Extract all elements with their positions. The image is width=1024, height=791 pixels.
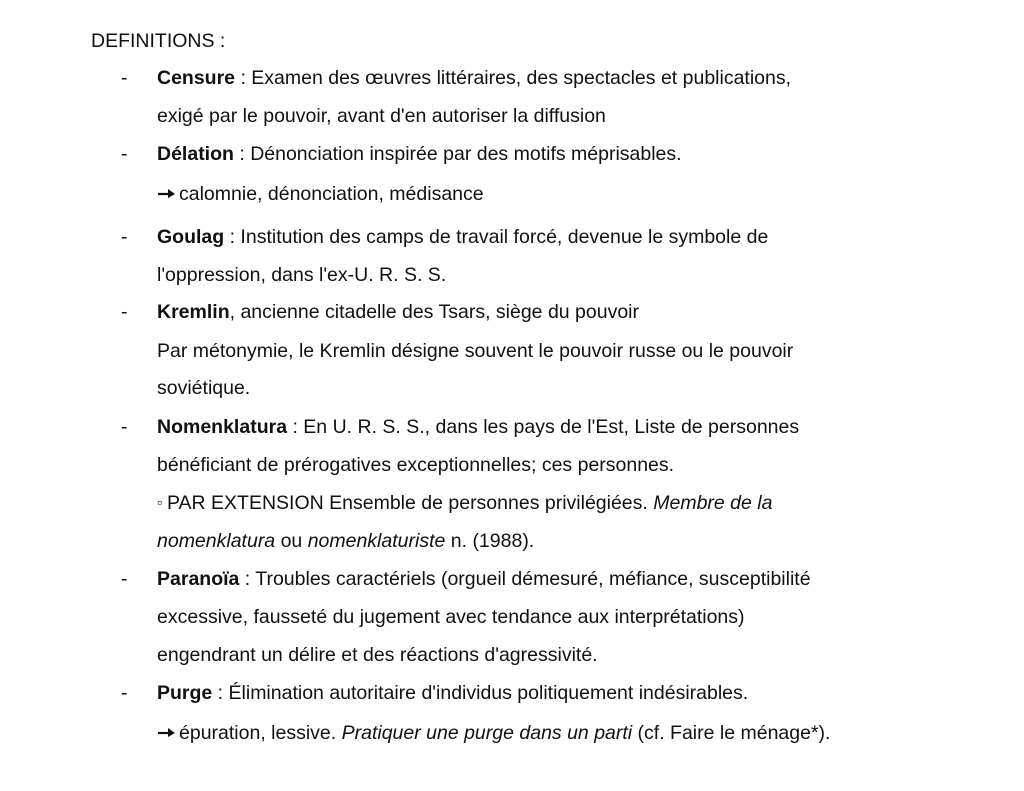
definition-censure <box>157 65 791 91</box>
extension-italic: Membre de la <box>653 492 773 514</box>
term-paranoia: Paranoïa <box>157 568 240 590</box>
definition-text: : En U. R. S. S., dans les pays de l'Est, Liste de personnes <box>287 416 800 438</box>
example-end: (cf. Faire le ménage*). <box>632 722 831 744</box>
definition-purge <box>157 680 748 706</box>
italic-term: nomenklaturiste <box>307 530 446 552</box>
definition-text: : Examen des œuvres littéraires, des spectacles et publications, <box>235 67 792 89</box>
term-purge: Purge <box>157 682 213 704</box>
definition-goulag <box>157 224 768 250</box>
bullet-dash: - <box>121 143 128 165</box>
definition-kremlin <box>157 299 639 325</box>
definition-continuation: excessive, fausseté du jugement avec tendance aux interprétations) <box>157 606 745 628</box>
bullet-dash: - <box>121 682 128 704</box>
italic-term: nomenklatura <box>157 530 276 552</box>
date-text: n. (1988). <box>445 530 535 552</box>
definition-continuation: soviétique. <box>157 377 251 399</box>
page-title: DEFINITIONS : <box>91 30 226 52</box>
definition-text: : Troubles caractériels (orgueil démesuré, méfiance, susceptibilité <box>239 568 811 590</box>
right-arrow-icon <box>157 725 179 739</box>
bullet-dash: - <box>121 568 128 590</box>
definition-continuation: bénéficiant de prérogatives exceptionnelles; ces personnes. <box>157 454 675 476</box>
bullet-dash: - <box>121 416 128 438</box>
term-delation: Délation <box>157 143 234 165</box>
synonyms-delation <box>157 181 484 207</box>
example-italic: Pratiquer une purge dans un parti <box>341 722 633 744</box>
term-goulag: Goulag <box>157 226 225 248</box>
definition-delation <box>157 141 682 167</box>
definition-text: : Institution des camps de travail forcé, devenue le symbole de <box>224 226 769 248</box>
synonyms-text: calomnie, dénonciation, médisance <box>179 183 484 205</box>
connector-text: ou <box>275 530 308 552</box>
definition-continuation: engendrant un délire et des réactions d'agressivité. <box>157 644 598 666</box>
synonyms-text: épuration, lessive. <box>179 722 342 744</box>
definition-text: , ancienne citadelle des Tsars, siège du pouvoir <box>229 301 640 323</box>
definition-text: : Dénonciation inspirée par des motifs méprisables. <box>233 143 682 165</box>
term-nomenklatura: Nomenklatura <box>157 416 288 438</box>
term-kremlin: Kremlin <box>157 301 230 323</box>
extension-nomenklatura <box>157 489 772 516</box>
right-arrow-icon <box>157 186 179 200</box>
small-square-icon: ▫ <box>157 494 162 510</box>
definition-text: : Élimination autoritaire d'individus politiquement indésirables. <box>212 682 749 704</box>
definition-paranoia <box>157 566 811 592</box>
definition-nomenklatura <box>157 414 799 440</box>
synonyms-purge <box>157 720 830 746</box>
definition-continuation <box>157 528 534 554</box>
bullet-dash: - <box>121 67 128 89</box>
term-censure: Censure <box>157 67 236 89</box>
definition-continuation: Par métonymie, le Kremlin désigne souvent le pouvoir russe ou le pouvoir <box>157 340 794 362</box>
bullet-dash: - <box>121 301 128 323</box>
bullet-dash: - <box>121 226 128 248</box>
definition-continuation: exigé par le pouvoir, avant d'en autoriser la diffusion <box>157 105 606 127</box>
extension-text: PAR EXTENSION Ensemble de personnes privilégiées. <box>166 492 654 514</box>
definition-continuation: l'oppression, dans l'ex-U. R. S. S. <box>157 264 447 286</box>
